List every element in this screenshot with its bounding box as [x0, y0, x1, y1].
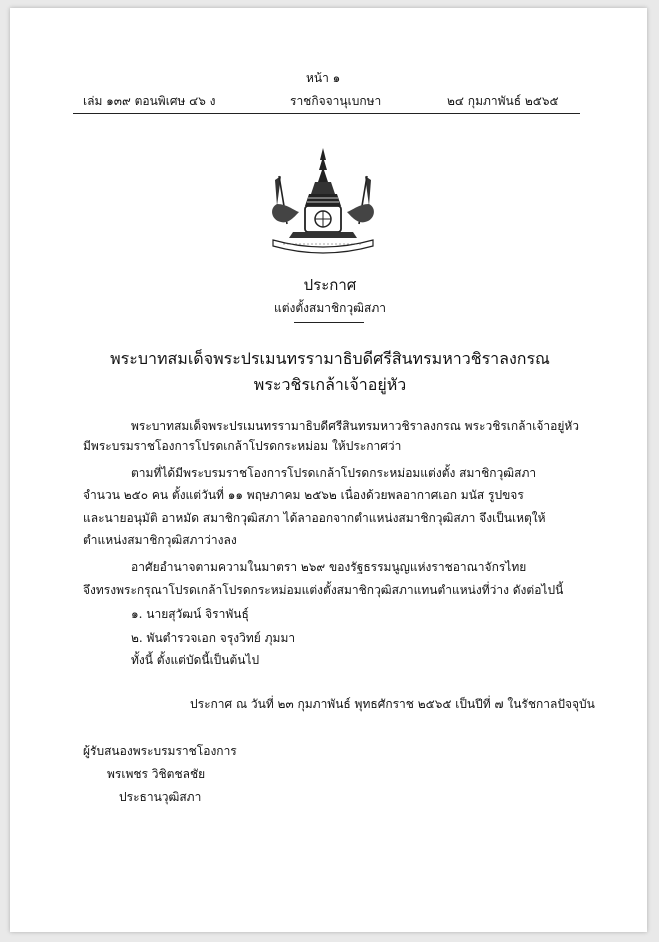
paragraph-2-line-3: และนายอนุมัติ อาหมัด สมาชิกวุฒิสภา ได้ลาออกจากตำแหน่งสมาชิกวุฒิสภา จึงเป็นเหตุให้ [83, 511, 546, 525]
paragraph-2-line-4: ตำแหน่งสมาชิกวุฒิสภาว่างลง [83, 533, 237, 547]
gazette-name: ราชกิจจานุเบกษา [290, 94, 382, 108]
paragraph-3-line-2: จึงทรงพระกรุณาโปรดเกล้าโปรดกระหม่อมแต่งตั้งสมาชิกวุฒิสภาแทนตำแหน่งที่ว่าง ดังต่อไปนี้ [83, 583, 564, 597]
page-number: หน้า ๑ [306, 71, 341, 85]
appointee-1: ๑. นายสุวัฒน์ จิราพันธุ์ [131, 607, 249, 621]
appointee-2: ๒. พันตำรวจเอก จรุงวิทย์ ภุมมา [131, 631, 296, 645]
header-rule [73, 113, 580, 114]
paragraph-1-line-1: พระบาทสมเด็จพระปรเมนทรรามาธิบดีศรีสินทรมหาวชิราลงกรณ พระวชิรเกล้าเจ้าอยู่หัว [131, 419, 580, 433]
effective-clause: ทั้งนี้ ตั้งแต่บัดนี้เป็นต้นไป [131, 653, 260, 667]
paragraph-1-line-2: มีพระบรมราชโองการโปรดเกล้าโปรดกระหม่อม ให้ประกาศว่า [83, 439, 402, 453]
countersign-name: พรเพชร วิชิตชลชัย [107, 767, 206, 781]
announcement-subject: แต่งตั้งสมาชิกวุฒิสภา [274, 301, 386, 315]
paragraph-2-line-2: จำนวน ๒๕๐ คน ตั้งแต่วันที่ ๑๑ พฤษภาคม ๒๕๖๒ เนื่องด้วยพลอากาศเอก มนัส รูปขจร [83, 488, 524, 502]
king-title-line1: พระบาทสมเด็จพระปรเมนทรรามาธิบดีศรีสินทรมหาวชิราลงกรณ [110, 349, 550, 368]
gazette-date: ๒๔ กุมภาพันธ์ ๒๕๖๕ [447, 94, 559, 108]
countersign-title: ประธานวุฒิสภา [119, 790, 202, 804]
announcement-type: ประกาศ [303, 276, 357, 294]
countersign-label: ผู้รับสนองพระบรมราชโองการ [83, 744, 237, 758]
king-title-line2: พระวชิรเกล้าเจ้าอยู่หัว [253, 375, 407, 394]
gazette-volume: เล่ม ๑๓๙ ตอนพิเศษ ๔๖ ง [83, 94, 216, 108]
royal-emblem-icon [263, 146, 383, 256]
paragraph-3-line-1: อาศัยอำนาจตามความในมาตรา ๒๖๙ ของรัฐธรรมนูญแห่งราชอาณาจักรไทย [131, 560, 527, 574]
dated-line: ประกาศ ณ วันที่ ๒๓ กุมภาพันธ์ พุทธศักราช ๒๕๖๕ เป็นปีที่ ๗ ในรัชกาลปัจจุบัน [190, 697, 595, 711]
paragraph-2-line-1: ตามที่ได้มีพระบรมราชโองการโปรดเกล้าโปรดกระหม่อมแต่งตั้ง สมาชิกวุฒิสภา [131, 466, 537, 480]
subject-rule [294, 322, 364, 323]
